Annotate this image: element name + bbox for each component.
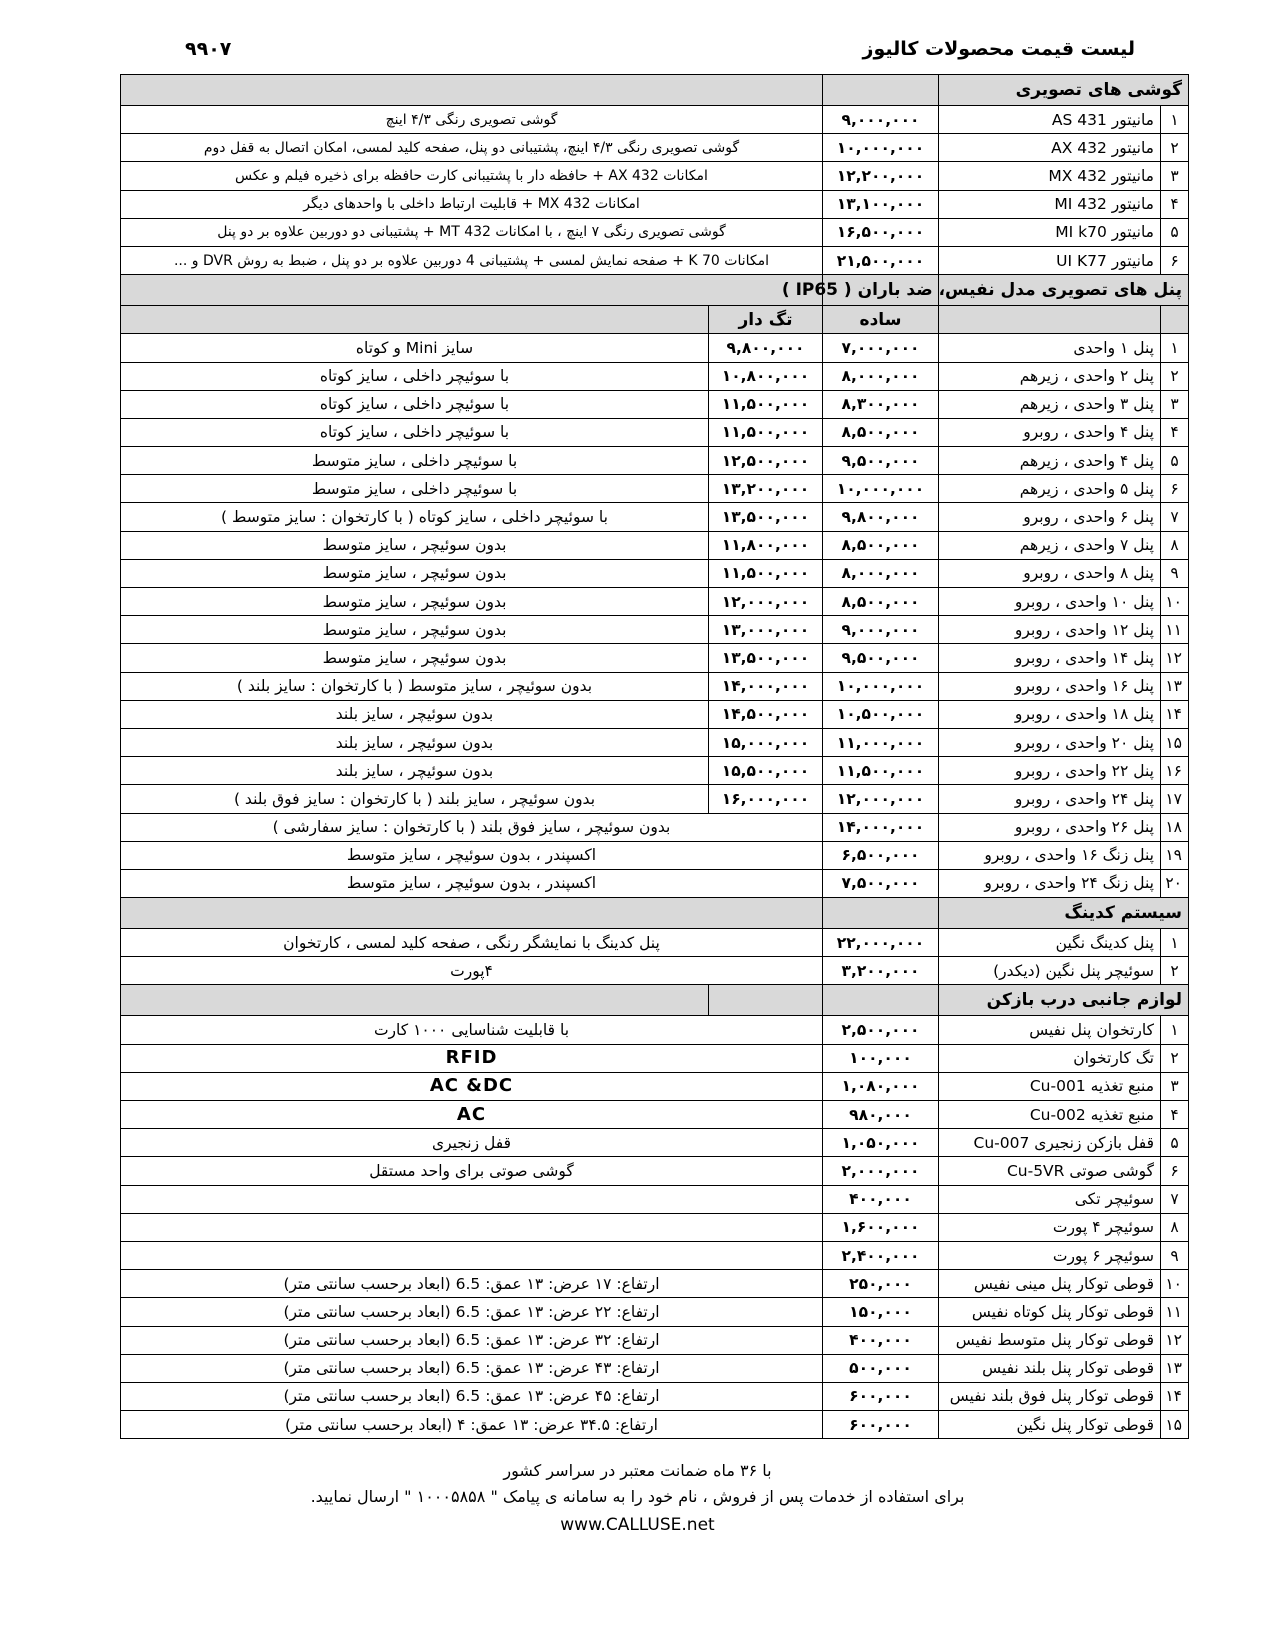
price-tag: ۱۱,۸۰۰,۰۰۰ <box>708 531 822 559</box>
panel-row <box>121 418 1189 446</box>
description: امکانات AX 432 + حافظه دار با پشتیبانی کارت حافظه برای ذخیره فیلم و عکس <box>121 162 823 190</box>
price-tag: ۱۶,۰۰۰,۰۰۰ <box>708 785 822 813</box>
description: بدون سوئیچر ، سایز بلند <box>121 728 709 756</box>
row-number: ۵ <box>1161 218 1189 246</box>
row-number: ۶ <box>1161 246 1189 274</box>
section-blank <box>822 985 938 1016</box>
row-number: ۱۲ <box>1161 644 1189 672</box>
description: گوشی تصویری رنگی ۴/۳ اینچ <box>121 106 823 134</box>
price-tag: ۱۱,۵۰۰,۰۰۰ <box>708 418 822 446</box>
row-number: ۳ <box>1161 390 1189 418</box>
product-name: قوطی توکار پنل فوق بلند نفیس <box>938 1382 1160 1410</box>
sms-note: برای استفاده از خدمات پس از فروش ، نام خود را به سامانه ی پیامک " ۱۰۰۰۵۸۵۸ " ارسال نمایید. <box>310 1487 965 1506</box>
price-simple: ۸,۰۰۰,۰۰۰ <box>822 559 938 587</box>
price: ۲۲,۰۰۰,۰۰۰ <box>822 929 938 957</box>
section-blank <box>822 898 938 929</box>
product-name: پنل ۱۰ واحدی ، روبرو <box>938 588 1160 616</box>
row-number: ۹ <box>1161 559 1189 587</box>
row-number: ۱۳ <box>1161 1354 1189 1382</box>
product-name: پنل ۲ واحدی ، زیرهم <box>938 362 1160 390</box>
description: بدون سوئیچر ، سایز متوسط <box>121 588 709 616</box>
product-name: پنل ۱۲ واحدی ، روبرو <box>938 616 1160 644</box>
description: بدون سوئیچر ، سایز متوسط <box>121 559 709 587</box>
accessory-row <box>121 1270 1189 1298</box>
row-number: ۳ <box>1161 162 1189 190</box>
product-name: سوئیچر پنل نگین (دیکدر) <box>938 957 1160 985</box>
description: RFID <box>121 1044 823 1072</box>
price: ۱۲,۲۰۰,۰۰۰ <box>822 162 938 190</box>
product-name: کارتخوان پنل نفیس <box>938 1016 1160 1044</box>
panel-row <box>121 616 1189 644</box>
panel-row <box>121 813 1189 841</box>
accessory-row <box>121 1129 1189 1157</box>
col-blank <box>121 306 709 334</box>
panels-column-header <box>121 306 1189 334</box>
panel-row <box>121 559 1189 587</box>
section-blank <box>121 985 709 1016</box>
price-tag: ۱۵,۵۰۰,۰۰۰ <box>708 757 822 785</box>
row-number: ۱۱ <box>1161 616 1189 644</box>
section-blank <box>121 75 823 106</box>
description: ارتفاع: ۱۷ عرض: ۱۳ عمق: 6.5 (ابعاد برحسب سانتی متر) <box>121 1270 823 1298</box>
row-number: ۱۰ <box>1161 588 1189 616</box>
monitor-row <box>121 134 1189 162</box>
price: ۱,۶۰۰,۰۰۰ <box>822 1213 938 1241</box>
product-name: سوئیچر ۴ پورت <box>938 1213 1160 1241</box>
description: اکسپندر ، بدون سوئیچر ، سایز متوسط <box>121 841 823 869</box>
price: ۴۰۰,۰۰۰ <box>822 1326 938 1354</box>
panel-row <box>121 447 1189 475</box>
product-name: پنل ۲۰ واحدی ، روبرو <box>938 728 1160 756</box>
panel-row <box>121 334 1189 362</box>
product-name: مانیتور MI k70 <box>938 218 1160 246</box>
price: ۶۰۰,۰۰۰ <box>822 1382 938 1410</box>
row-number: ۲۰ <box>1161 869 1189 897</box>
description: ارتفاع: ۲۲ عرض: ۱۳ عمق: 6.5 (ابعاد برحسب سانتی متر) <box>121 1298 823 1326</box>
product-name: پنل زنگ ۱۶ واحدی ، روبرو <box>938 841 1160 869</box>
price-simple: ۱۲,۰۰۰,۰۰۰ <box>822 785 938 813</box>
price: ۲,۴۰۰,۰۰۰ <box>822 1241 938 1269</box>
row-number: ۳ <box>1161 1072 1189 1100</box>
price-tag: ۱۱,۵۰۰,۰۰۰ <box>708 390 822 418</box>
row-number: ۱۲ <box>1161 1326 1189 1354</box>
col-blank <box>1161 306 1189 334</box>
product-name: مانیتور AS 431 <box>938 106 1160 134</box>
description: ۴پورت <box>121 957 823 985</box>
price: ۶۰۰,۰۰۰ <box>822 1411 938 1439</box>
row-number: ۱۰ <box>1161 1270 1189 1298</box>
section-coding <box>121 898 1189 929</box>
product-name: سوئیچر تکی <box>938 1185 1160 1213</box>
description: بدون سوئیچر ، سایز بلند <box>121 700 709 728</box>
section-title: لوازم جانبی درب بازکن <box>938 985 1188 1016</box>
section-title: سیستم کدینگ <box>938 898 1188 929</box>
column-simple: ساده <box>822 306 938 334</box>
product-name: سوئیچر ۶ پورت <box>938 1241 1160 1269</box>
description: با سوئیچر داخلی ، سایز متوسط <box>121 447 709 475</box>
price-simple: ۸,۳۰۰,۰۰۰ <box>822 390 938 418</box>
product-name: مانیتور MI 432 <box>938 190 1160 218</box>
price-simple: ۷,۵۰۰,۰۰۰ <box>822 869 938 897</box>
row-number: ۱۸ <box>1161 813 1189 841</box>
product-name: پنل ۵ واحدی ، زیرهم <box>938 475 1160 503</box>
row-number: ۲ <box>1161 134 1189 162</box>
row-number: ۸ <box>1161 1213 1189 1241</box>
monitor-row <box>121 106 1189 134</box>
section-blank <box>121 275 823 306</box>
accessory-row <box>121 1241 1189 1269</box>
price: ۹,۰۰۰,۰۰۰ <box>822 106 938 134</box>
warranty-note: با ۳۶ ماه ضمانت معتبر در سراسر کشور <box>503 1461 772 1480</box>
price-tag: ۱۲,۰۰۰,۰۰۰ <box>708 588 822 616</box>
price-tag: ۱۳,۵۰۰,۰۰۰ <box>708 644 822 672</box>
price-simple: ۸,۵۰۰,۰۰۰ <box>822 531 938 559</box>
accessory-row <box>121 1326 1189 1354</box>
product-name: مانیتور AX 432 <box>938 134 1160 162</box>
description: بدون سوئیچر ، سایز متوسط <box>121 531 709 559</box>
product-name: منبع تغذیه Cu-002 <box>938 1101 1160 1129</box>
product-name: گوشی صوتی Cu-5VR <box>938 1157 1160 1185</box>
description: با سوئیچر داخلی ، سایز کوتاه ( با کارتخوان : سایز متوسط ) <box>121 503 709 531</box>
row-number: ۱۶ <box>1161 757 1189 785</box>
accessory-row <box>121 1101 1189 1129</box>
price: ۱۰,۰۰۰,۰۰۰ <box>822 134 938 162</box>
monitor-row <box>121 218 1189 246</box>
product-name: پنل زنگ ۲۴ واحدی ، روبرو <box>938 869 1160 897</box>
section-panels <box>121 275 1189 306</box>
row-number: ۶ <box>1161 1157 1189 1185</box>
row-number: ۱۹ <box>1161 841 1189 869</box>
price-tag: ۱۴,۰۰۰,۰۰۰ <box>708 672 822 700</box>
price-tag: ۱۳,۰۰۰,۰۰۰ <box>708 616 822 644</box>
accessory-row <box>121 1072 1189 1100</box>
price-simple: ۸,۰۰۰,۰۰۰ <box>822 362 938 390</box>
description: ارتفاع: ۴۳ عرض: ۱۳ عمق: 6.5 (ابعاد برحسب سانتی متر) <box>121 1354 823 1382</box>
accessory-row <box>121 1354 1189 1382</box>
panel-row <box>121 672 1189 700</box>
document-code: ۹۹۰۷ <box>185 38 232 60</box>
price-simple: ۶,۵۰۰,۰۰۰ <box>822 841 938 869</box>
product-name: قوطی توکار پنل کوتاه نفیس <box>938 1298 1160 1326</box>
price: ۱۳,۱۰۰,۰۰۰ <box>822 190 938 218</box>
col-blank <box>938 306 1160 334</box>
price-table <box>120 74 1189 1439</box>
product-name: پنل ۷ واحدی ، زیرهم <box>938 531 1160 559</box>
price: ۱,۰۵۰,۰۰۰ <box>822 1129 938 1157</box>
product-name: پنل ۳ واحدی ، زیرهم <box>938 390 1160 418</box>
section-blank <box>822 75 938 106</box>
product-name: قوطی توکار پنل متوسط نفیس <box>938 1326 1160 1354</box>
section-blank <box>121 898 823 929</box>
product-name: پنل ۲۲ واحدی ، روبرو <box>938 757 1160 785</box>
panel-row <box>121 475 1189 503</box>
monitor-row <box>121 190 1189 218</box>
price-tag: ۱۱,۵۰۰,۰۰۰ <box>708 559 822 587</box>
description: گوشی تصویری رنگی ۷ اینچ ، با امکانات MT 432 + پشتیبانی دو دوربین علاوه بر دو پنل <box>121 218 823 246</box>
product-name: تگ کارتخوان <box>938 1044 1160 1072</box>
description <box>121 1241 823 1269</box>
price-tag: ۱۵,۰۰۰,۰۰۰ <box>708 728 822 756</box>
product-name: پنل ۲۴ واحدی ، روبرو <box>938 785 1160 813</box>
description: AC <box>121 1101 823 1129</box>
panel-row <box>121 869 1189 897</box>
row-number: ۱۷ <box>1161 785 1189 813</box>
panel-row <box>121 503 1189 531</box>
price: ۵۰۰,۰۰۰ <box>822 1354 938 1382</box>
price-simple: ۹,۵۰۰,۰۰۰ <box>822 447 938 475</box>
row-number: ۱۵ <box>1161 1411 1189 1439</box>
price-tag: ۱۴,۵۰۰,۰۰۰ <box>708 700 822 728</box>
description: بدون سوئیچر ، سایز متوسط ( با کارتخوان : سایز بلند ) <box>121 672 709 700</box>
price-simple: ۱۴,۰۰۰,۰۰۰ <box>822 813 938 841</box>
row-number: ۷ <box>1161 1185 1189 1213</box>
row-number: ۵ <box>1161 1129 1189 1157</box>
website-link[interactable]: www.CALLUSE.net <box>560 1515 715 1535</box>
row-number: ۱۵ <box>1161 728 1189 756</box>
panel-row <box>121 757 1189 785</box>
product-name: منبع تغذیه Cu-001 <box>938 1072 1160 1100</box>
row-number: ۴ <box>1161 190 1189 218</box>
description: با سوئیچر داخلی ، سایز کوتاه <box>121 390 709 418</box>
price: ۲,۰۰۰,۰۰۰ <box>822 1157 938 1185</box>
row-number: ۹ <box>1161 1241 1189 1269</box>
price-simple: ۱۰,۰۰۰,۰۰۰ <box>822 475 938 503</box>
row-number: ۱ <box>1161 106 1189 134</box>
row-number: ۴ <box>1161 1101 1189 1129</box>
price-tag: ۹,۸۰۰,۰۰۰ <box>708 334 822 362</box>
description: اکسپندر ، بدون سوئیچر ، سایز متوسط <box>121 869 823 897</box>
monitor-row <box>121 162 1189 190</box>
row-number: ۱۳ <box>1161 672 1189 700</box>
row-number: ۲ <box>1161 362 1189 390</box>
price-simple: ۹,۰۰۰,۰۰۰ <box>822 616 938 644</box>
description: بدون سوئیچر ، سایز بلند ( با کارتخوان : سایز فوق بلند ) <box>121 785 709 813</box>
description: ارتفاع: ۴۵ عرض: ۱۳ عمق: 6.5 (ابعاد برحسب سانتی متر) <box>121 1382 823 1410</box>
product-name: قوطی توکار پنل نگین <box>938 1411 1160 1439</box>
description: ارتفاع: ۳۲ عرض: ۱۳ عمق: 6.5 (ابعاد برحسب سانتی متر) <box>121 1326 823 1354</box>
price-simple: ۱۰,۰۰۰,۰۰۰ <box>822 672 938 700</box>
price: ۱۰۰,۰۰۰ <box>822 1044 938 1072</box>
accessory-row <box>121 1157 1189 1185</box>
description: امکانات MX 432 + قابلیت ارتباط داخلی با واحدهای دیگر <box>121 190 823 218</box>
row-number: ۴ <box>1161 418 1189 446</box>
panel-row <box>121 644 1189 672</box>
description: بدون سوئیچر ، سایز متوسط <box>121 644 709 672</box>
product-name: قوطی توکار پنل بلند نفیس <box>938 1354 1160 1382</box>
price: ۲۵۰,۰۰۰ <box>822 1270 938 1298</box>
section-monitors <box>121 75 1189 106</box>
panel-row <box>121 390 1189 418</box>
product-name: پنل ۸ واحدی ، روبرو <box>938 559 1160 587</box>
product-name: پنل ۱۸ واحدی ، روبرو <box>938 700 1160 728</box>
section-title: گوشی های تصویری <box>938 75 1188 106</box>
description: سایز Mini و کوتاه <box>121 334 709 362</box>
accessory-row <box>121 1185 1189 1213</box>
product-name: مانیتور MX 432 <box>938 162 1160 190</box>
accessory-row <box>121 1044 1189 1072</box>
price-tag: ۱۳,۵۰۰,۰۰۰ <box>708 503 822 531</box>
product-name: پنل ۱۴ واحدی ، روبرو <box>938 644 1160 672</box>
document-title: لیست قیمت محصولات کالیوز <box>862 38 1135 60</box>
panel-row <box>121 362 1189 390</box>
product-name: قوطی توکار پنل مینی نفیس <box>938 1270 1160 1298</box>
description: امکانات K 70 + صفحه نمایش لمسی + پشتیبانی 4 دوربین علاوه بر دو پنل ، ضبط به روش DVR و ... <box>121 246 823 274</box>
price-tag: ۱۰,۸۰۰,۰۰۰ <box>708 362 822 390</box>
description: پنل کدینگ با نمایشگر رنگی ، صفحه کلید لمسی ، کارتخوان <box>121 929 823 957</box>
price-simple: ۸,۵۰۰,۰۰۰ <box>822 588 938 616</box>
product-name: پنل کدینگ نگین <box>938 929 1160 957</box>
panel-row <box>121 728 1189 756</box>
row-number: ۱۴ <box>1161 700 1189 728</box>
product-name: پنل ۴ واحدی ، زیرهم <box>938 447 1160 475</box>
description: با سوئیچر داخلی ، سایز کوتاه <box>121 362 709 390</box>
accessory-row <box>121 1411 1189 1439</box>
price: ۱۵۰,۰۰۰ <box>822 1298 938 1326</box>
price-simple: ۹,۵۰۰,۰۰۰ <box>822 644 938 672</box>
description: ارتفاع: ۳۴.۵ عرض: ۱۳ عمق: ۴ (ابعاد برحسب سانتی متر) <box>121 1411 823 1439</box>
price-simple: ۱۱,۵۰۰,۰۰۰ <box>822 757 938 785</box>
price-table-body <box>121 75 1189 1439</box>
price: ۲,۵۰۰,۰۰۰ <box>822 1016 938 1044</box>
product-name: پنل ۴ واحدی ، روبرو <box>938 418 1160 446</box>
panel-row <box>121 841 1189 869</box>
row-number: ۶ <box>1161 475 1189 503</box>
row-number: ۲ <box>1161 957 1189 985</box>
column-tag: تگ دار <box>708 306 822 334</box>
section-blank <box>708 985 822 1016</box>
price-simple: ۱۰,۵۰۰,۰۰۰ <box>822 700 938 728</box>
price-simple: ۸,۵۰۰,۰۰۰ <box>822 418 938 446</box>
row-number: ۱۱ <box>1161 1298 1189 1326</box>
price: ۴۰۰,۰۰۰ <box>822 1185 938 1213</box>
price: ۱,۰۸۰,۰۰۰ <box>822 1072 938 1100</box>
product-name: پنل ۱ واحدی <box>938 334 1160 362</box>
section-title: پنل های تصویری مدل نفیس، ضد باران ( IP65 ) <box>938 275 1188 306</box>
monitor-row <box>121 246 1189 274</box>
row-number: ۷ <box>1161 503 1189 531</box>
row-number: ۱۴ <box>1161 1382 1189 1410</box>
description: بدون سوئیچر ، سایز فوق بلند ( با کارتخوان : سایز سفارشی ) <box>121 813 823 841</box>
product-name: قفل بازکن زنجیری Cu-007 <box>938 1129 1160 1157</box>
accessory-row <box>121 1213 1189 1241</box>
price: ۳,۲۰۰,۰۰۰ <box>822 957 938 985</box>
product-name: مانیتور UI K77 <box>938 246 1160 274</box>
row-number: ۲ <box>1161 1044 1189 1072</box>
description: AC &DC <box>121 1072 823 1100</box>
price: ۲۱,۵۰۰,۰۰۰ <box>822 246 938 274</box>
description: با قابلیت شناسایی ۱۰۰۰ کارت <box>121 1016 823 1044</box>
panel-row <box>121 588 1189 616</box>
description: گوشی صوتی برای واحد مستقل <box>121 1157 823 1185</box>
price-simple: ۱۱,۰۰۰,۰۰۰ <box>822 728 938 756</box>
row-number: ۱ <box>1161 334 1189 362</box>
panel-row <box>121 531 1189 559</box>
product-name: پنل ۱۶ واحدی ، روبرو <box>938 672 1160 700</box>
accessory-row <box>121 1016 1189 1044</box>
row-number: ۸ <box>1161 531 1189 559</box>
description <box>121 1185 823 1213</box>
price-simple: ۹,۸۰۰,۰۰۰ <box>822 503 938 531</box>
description: بدون سوئیچر ، سایز متوسط <box>121 616 709 644</box>
description <box>121 1213 823 1241</box>
price-tag: ۱۳,۲۰۰,۰۰۰ <box>708 475 822 503</box>
row-number: ۱ <box>1161 929 1189 957</box>
price: ۱۶,۵۰۰,۰۰۰ <box>822 218 938 246</box>
accessory-row <box>121 1298 1189 1326</box>
description: بدون سوئیچر ، سایز بلند <box>121 757 709 785</box>
price-simple: ۷,۰۰۰,۰۰۰ <box>822 334 938 362</box>
price-tag: ۱۲,۵۰۰,۰۰۰ <box>708 447 822 475</box>
coding-row <box>121 929 1189 957</box>
panel-row <box>121 700 1189 728</box>
product-name: پنل ۶ واحدی ، روبرو <box>938 503 1160 531</box>
row-number: ۱ <box>1161 1016 1189 1044</box>
row-number: ۵ <box>1161 447 1189 475</box>
description: گوشی تصویری رنگی ۴/۳ اینچ، پشتیبانی دو پنل، صفحه کلید لمسی، امکان اتصال به قفل دوم <box>121 134 823 162</box>
coding-row <box>121 957 1189 985</box>
accessory-row <box>121 1382 1189 1410</box>
price: ۹۸۰,۰۰۰ <box>822 1101 938 1129</box>
description: با سوئیچر داخلی ، سایز کوتاه <box>121 418 709 446</box>
description: با سوئیچر داخلی ، سایز متوسط <box>121 475 709 503</box>
panel-row <box>121 785 1189 813</box>
product-name: پنل ۲۶ واحدی ، روبرو <box>938 813 1160 841</box>
section-accessories <box>121 985 1189 1016</box>
description: قفل زنجیری <box>121 1129 823 1157</box>
